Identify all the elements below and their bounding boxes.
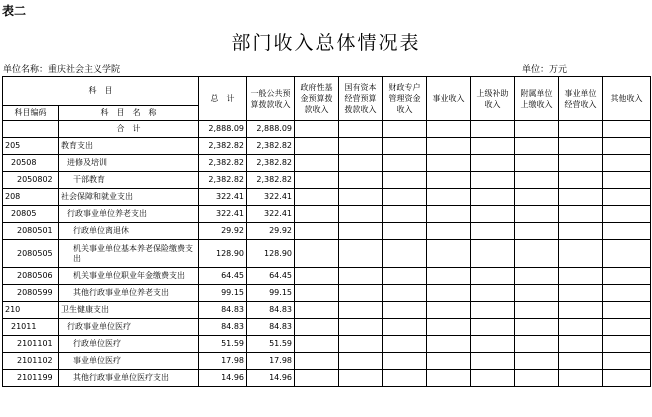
empty-cell xyxy=(515,138,559,155)
empty-cell xyxy=(383,268,427,285)
empty-cell xyxy=(295,302,339,319)
total-cell: 14.96 xyxy=(199,370,247,387)
empty-cell xyxy=(427,353,471,370)
empty-cell xyxy=(603,172,651,189)
empty-cell xyxy=(295,206,339,223)
empty-cell xyxy=(603,370,651,387)
empty-cell xyxy=(339,285,383,302)
empty-cell xyxy=(295,172,339,189)
general-budget-cell: 322.41 xyxy=(247,206,295,223)
subject-name-cell: 合 计 xyxy=(59,121,199,138)
subject-code-cell: 20508 xyxy=(3,155,59,172)
empty-cell xyxy=(603,240,651,268)
empty-cell xyxy=(603,353,651,370)
empty-cell xyxy=(427,268,471,285)
empty-cell xyxy=(515,285,559,302)
empty-cell xyxy=(559,172,603,189)
empty-cell xyxy=(515,370,559,387)
empty-cell xyxy=(471,353,515,370)
empty-cell xyxy=(339,206,383,223)
empty-cell xyxy=(603,206,651,223)
subject-code-cell: 2080501 xyxy=(3,223,59,240)
empty-cell xyxy=(559,121,603,138)
empty-cell xyxy=(383,240,427,268)
col-other-header: 其他收入 xyxy=(603,77,651,121)
empty-cell xyxy=(471,319,515,336)
empty-cell xyxy=(471,285,515,302)
subject-code-cell: 210 xyxy=(3,302,59,319)
empty-cell xyxy=(427,155,471,172)
total-cell: 64.45 xyxy=(199,268,247,285)
empty-cell xyxy=(471,302,515,319)
total-cell: 84.83 xyxy=(199,302,247,319)
empty-cell xyxy=(295,319,339,336)
subject-code-cell: 20805 xyxy=(3,206,59,223)
empty-cell xyxy=(383,138,427,155)
empty-cell xyxy=(559,138,603,155)
empty-cell xyxy=(295,189,339,206)
income-table xyxy=(2,76,651,387)
empty-cell xyxy=(515,155,559,172)
empty-cell xyxy=(603,336,651,353)
empty-cell xyxy=(339,302,383,319)
empty-cell xyxy=(515,353,559,370)
empty-cell xyxy=(559,302,603,319)
empty-cell xyxy=(427,302,471,319)
empty-cell xyxy=(559,223,603,240)
total-cell: 322.41 xyxy=(199,206,247,223)
total-cell: 51.59 xyxy=(199,336,247,353)
col-business-income-header: 事业收入 xyxy=(427,77,471,121)
empty-cell xyxy=(295,121,339,138)
general-budget-cell: 64.45 xyxy=(247,268,295,285)
empty-cell xyxy=(427,172,471,189)
empty-cell xyxy=(339,370,383,387)
table-row xyxy=(3,319,651,336)
empty-cell xyxy=(339,240,383,268)
empty-cell xyxy=(383,172,427,189)
total-cell: 2,382.82 xyxy=(199,138,247,155)
general-budget-cell: 128.90 xyxy=(247,240,295,268)
subject-code-cell xyxy=(3,121,59,138)
empty-cell xyxy=(383,223,427,240)
empty-cell xyxy=(603,285,651,302)
subject-code-cell: 21011 xyxy=(3,319,59,336)
subject-name-cell: 社会保障和就业支出 xyxy=(59,189,199,206)
subject-name-cell: 事业单位医疗 xyxy=(59,353,199,370)
empty-cell xyxy=(295,353,339,370)
col-operating-header: 事业单位经营收入 xyxy=(559,77,603,121)
empty-cell xyxy=(515,223,559,240)
subject-name-cell: 进修及培训 xyxy=(59,155,199,172)
empty-cell xyxy=(515,336,559,353)
col-special-account-header: 财政专户管理资金收入 xyxy=(383,77,427,121)
empty-cell xyxy=(427,206,471,223)
col-general-budget-header: 一般公共预算拨款收入 xyxy=(247,77,295,121)
empty-cell xyxy=(515,206,559,223)
general-budget-cell: 99.15 xyxy=(247,285,295,302)
empty-cell xyxy=(383,121,427,138)
empty-cell xyxy=(295,336,339,353)
empty-cell xyxy=(603,268,651,285)
total-cell: 84.83 xyxy=(199,319,247,336)
empty-cell xyxy=(427,285,471,302)
empty-cell xyxy=(383,370,427,387)
empty-cell xyxy=(339,189,383,206)
subject-name-cell: 干部教育 xyxy=(59,172,199,189)
empty-cell xyxy=(471,268,515,285)
empty-cell xyxy=(515,302,559,319)
empty-cell xyxy=(295,155,339,172)
table-row xyxy=(3,121,651,138)
subject-name-cell: 行政单位医疗 xyxy=(59,336,199,353)
empty-cell xyxy=(515,172,559,189)
empty-cell xyxy=(559,206,603,223)
total-cell: 17.98 xyxy=(199,353,247,370)
page-title: 部门收入总体情况表 xyxy=(231,32,421,54)
empty-cell xyxy=(559,268,603,285)
general-budget-cell: 2,382.82 xyxy=(247,138,295,155)
empty-cell xyxy=(383,336,427,353)
empty-cell xyxy=(515,268,559,285)
total-header: 总 计 xyxy=(199,77,247,121)
subject-name-cell: 机关事业单位基本养老保险缴费支出 xyxy=(59,240,199,268)
subject-name-cell: 教育支出 xyxy=(59,138,199,155)
empty-cell xyxy=(339,319,383,336)
subject-name-cell: 行政单位离退休 xyxy=(59,223,199,240)
empty-cell xyxy=(471,189,515,206)
empty-cell xyxy=(339,336,383,353)
empty-cell xyxy=(559,353,603,370)
general-budget-cell: 84.83 xyxy=(247,302,295,319)
table-row xyxy=(3,353,651,370)
subject-code-cell: 2080599 xyxy=(3,285,59,302)
empty-cell xyxy=(427,319,471,336)
empty-cell xyxy=(471,138,515,155)
subject-code-cell: 208 xyxy=(3,189,59,206)
empty-cell xyxy=(339,223,383,240)
general-budget-cell: 51.59 xyxy=(247,336,295,353)
empty-cell xyxy=(295,223,339,240)
empty-cell xyxy=(471,206,515,223)
empty-cell xyxy=(471,336,515,353)
general-budget-cell: 29.92 xyxy=(247,223,295,240)
subject-code-cell: 2080506 xyxy=(3,268,59,285)
empty-cell xyxy=(383,155,427,172)
empty-cell xyxy=(427,138,471,155)
general-budget-cell: 17.98 xyxy=(247,353,295,370)
subject-name-cell: 机关事业单位职业年金缴费支出 xyxy=(59,268,199,285)
empty-cell xyxy=(427,240,471,268)
general-budget-cell: 84.83 xyxy=(247,319,295,336)
table-row xyxy=(3,138,651,155)
empty-cell xyxy=(603,223,651,240)
table-row xyxy=(3,223,651,240)
empty-cell xyxy=(295,285,339,302)
subject-code-cell: 205 xyxy=(3,138,59,155)
empty-cell xyxy=(559,189,603,206)
empty-cell xyxy=(603,189,651,206)
subject-code-cell: 2050802 xyxy=(3,172,59,189)
general-budget-cell: 2,382.82 xyxy=(247,155,295,172)
subject-name-cell: 其他行政事业单位医疗支出 xyxy=(59,370,199,387)
subject-header: 科 目 xyxy=(3,77,199,106)
total-cell: 128.90 xyxy=(199,240,247,268)
empty-cell xyxy=(295,240,339,268)
subject-code-cell: 2101199 xyxy=(3,370,59,387)
subject-name-cell: 行政事业单位医疗 xyxy=(59,319,199,336)
unit-label: 单位：万元 xyxy=(522,65,568,75)
total-cell: 99.15 xyxy=(199,285,247,302)
empty-cell xyxy=(427,370,471,387)
empty-cell xyxy=(427,189,471,206)
empty-cell xyxy=(339,138,383,155)
empty-cell xyxy=(559,240,603,268)
empty-cell xyxy=(603,155,651,172)
total-cell: 2,382.82 xyxy=(199,155,247,172)
empty-cell xyxy=(383,353,427,370)
subject-code-cell: 2101102 xyxy=(3,353,59,370)
empty-cell xyxy=(471,370,515,387)
empty-cell xyxy=(383,189,427,206)
empty-cell xyxy=(295,268,339,285)
empty-cell xyxy=(383,319,427,336)
subject-code-cell: 2101101 xyxy=(3,336,59,353)
empty-cell xyxy=(559,155,603,172)
empty-cell xyxy=(559,285,603,302)
empty-cell xyxy=(471,121,515,138)
total-cell: 2,382.82 xyxy=(199,172,247,189)
empty-cell xyxy=(295,138,339,155)
general-budget-cell: 2,382.82 xyxy=(247,172,295,189)
col-superior-subsidy-header: 上级补助收入 xyxy=(471,77,515,121)
empty-cell xyxy=(339,268,383,285)
table-row xyxy=(3,155,651,172)
unit-name: 单位名称：重庆社会主义学院 xyxy=(3,65,121,75)
general-budget-cell: 14.96 xyxy=(247,370,295,387)
col-gov-fund-header: 政府性基金预算拨款收入 xyxy=(295,77,339,121)
table-row xyxy=(3,268,651,285)
total-cell: 29.92 xyxy=(199,223,247,240)
empty-cell xyxy=(339,172,383,189)
empty-cell xyxy=(339,155,383,172)
col-state-capital-header: 国有资本经营预算拨款收入 xyxy=(339,77,383,121)
subject-name-cell: 行政事业单位养老支出 xyxy=(59,206,199,223)
table-row xyxy=(3,302,651,319)
empty-cell xyxy=(559,336,603,353)
empty-cell xyxy=(603,121,651,138)
table-tag: 表二 xyxy=(2,4,27,18)
table-row xyxy=(3,370,651,387)
empty-cell xyxy=(603,138,651,155)
empty-cell xyxy=(471,155,515,172)
table-row xyxy=(3,206,651,223)
table-row xyxy=(3,172,651,189)
empty-cell xyxy=(295,370,339,387)
general-budget-cell: 2,888.09 xyxy=(247,121,295,138)
table-row xyxy=(3,240,651,268)
table-row xyxy=(3,336,651,353)
empty-cell xyxy=(383,285,427,302)
empty-cell xyxy=(515,121,559,138)
empty-cell xyxy=(427,121,471,138)
total-cell: 2,888.09 xyxy=(199,121,247,138)
empty-cell xyxy=(427,336,471,353)
empty-cell xyxy=(515,189,559,206)
empty-cell xyxy=(339,121,383,138)
empty-cell xyxy=(383,302,427,319)
general-budget-cell: 322.41 xyxy=(247,189,295,206)
empty-cell xyxy=(471,223,515,240)
empty-cell xyxy=(339,353,383,370)
empty-cell xyxy=(559,370,603,387)
subject-code-cell: 2080505 xyxy=(3,240,59,268)
empty-cell xyxy=(603,319,651,336)
col-affiliated-header: 附属单位上缴收入 xyxy=(515,77,559,121)
subject-name-cell: 卫生健康支出 xyxy=(59,302,199,319)
empty-cell xyxy=(427,223,471,240)
empty-cell xyxy=(471,172,515,189)
empty-cell xyxy=(603,302,651,319)
empty-cell xyxy=(515,240,559,268)
subject-code-header: 科目编码 xyxy=(3,106,59,121)
table-row xyxy=(3,189,651,206)
empty-cell xyxy=(383,206,427,223)
subject-name-cell: 其他行政事业单位养老支出 xyxy=(59,285,199,302)
empty-cell xyxy=(471,240,515,268)
empty-cell xyxy=(515,319,559,336)
table-row xyxy=(3,285,651,302)
empty-cell xyxy=(559,319,603,336)
total-cell: 322.41 xyxy=(199,189,247,206)
subject-name-header: 科 目 名 称 xyxy=(59,106,199,121)
